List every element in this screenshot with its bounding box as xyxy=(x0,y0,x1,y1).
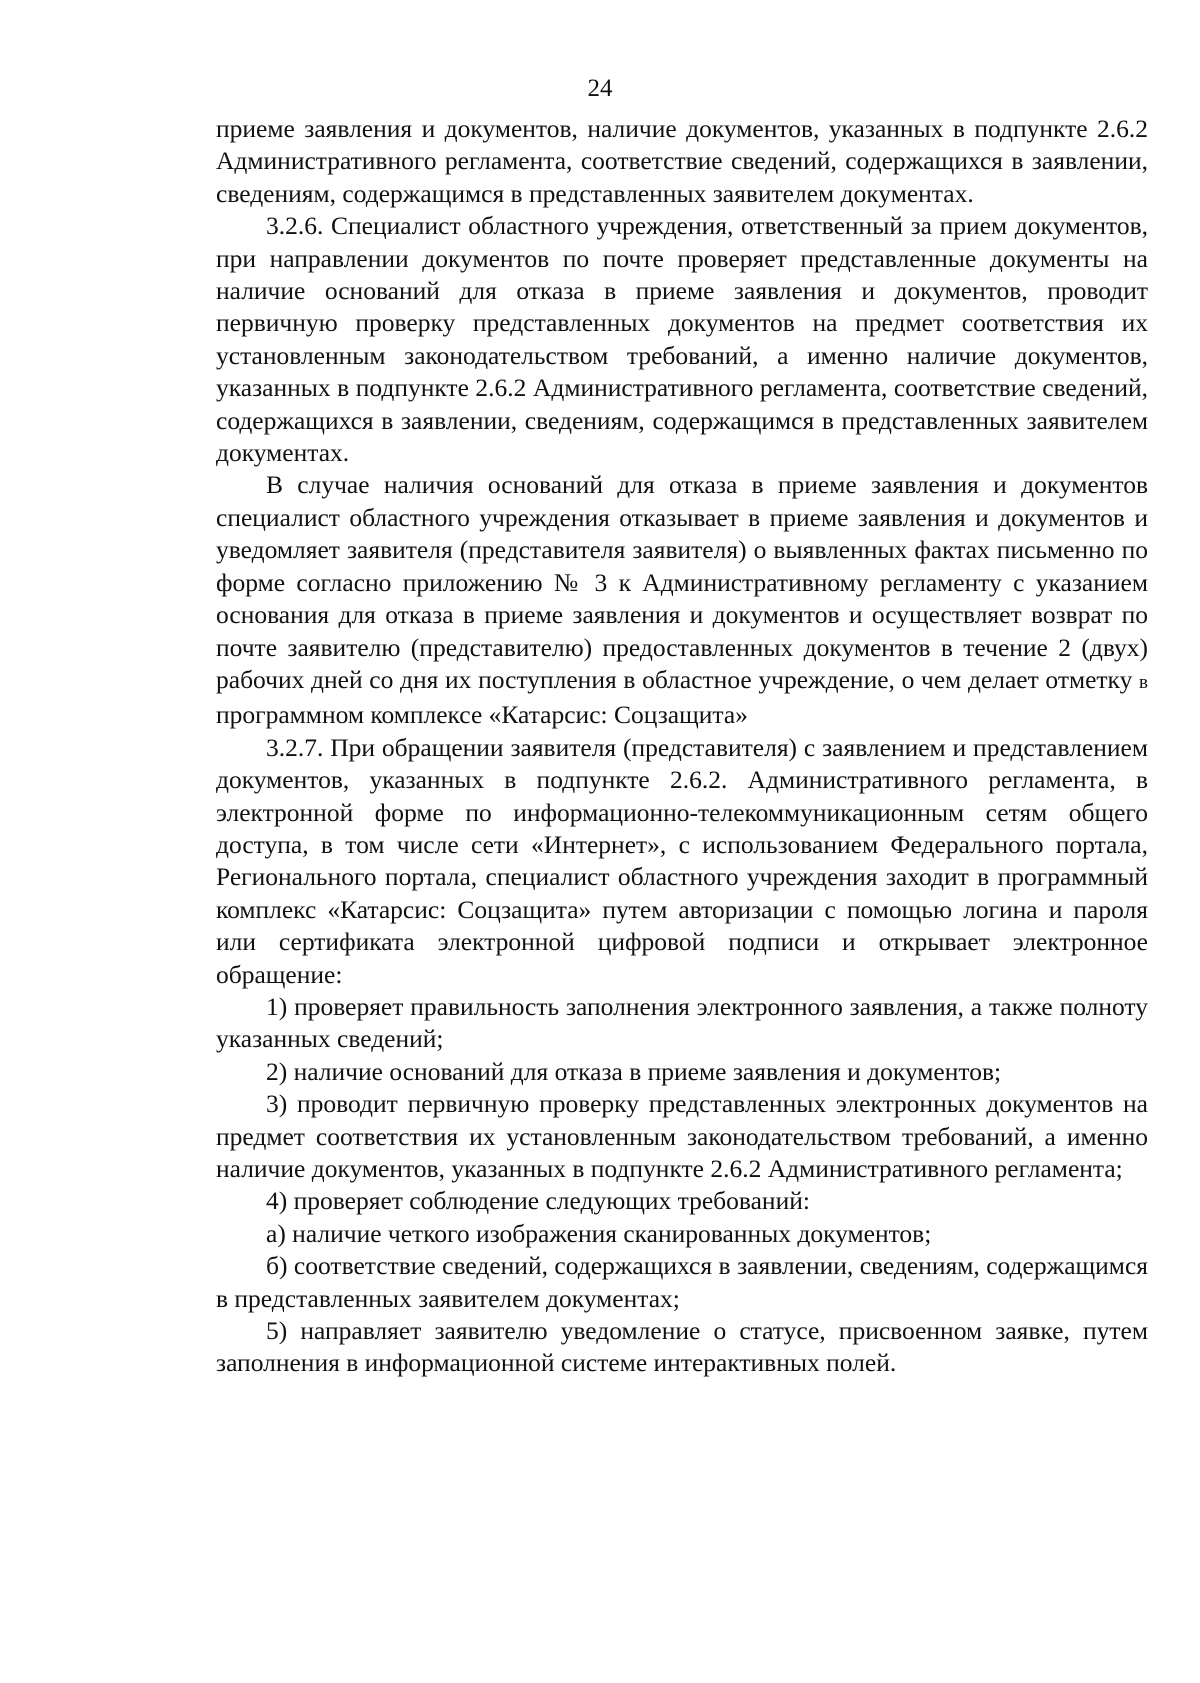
list-item-2: 2) наличие оснований для отказа в приеме заявления и документов; xyxy=(266,1056,1002,1086)
list-item-4: 4) проверяет соблюдение следующих требований: xyxy=(266,1186,810,1216)
paragraph-refusal-preposition: в xyxy=(1139,671,1148,693)
paragraph-continuation: приеме заявления и документов, наличие документов, указанных в подпункте 2.6.2 Административного регламента, соответствие сведений, содержащихся в заявлении, сведениям, содержащимся в представленных заявителем документах. xyxy=(216,114,1148,208)
list-item-5: 5) направляет заявителю уведомление о статусе, присвоенном заявке, путем заполнения в информационной системе интерактивных полей. xyxy=(216,1316,1148,1378)
list-item-1: 1) проверяет правильность заполнения электронного заявления, а также полноту указанных сведений; xyxy=(216,991,1148,1054)
page-number: 24 xyxy=(587,75,613,102)
paragraph-3-2-7: 3.2.7. При обращении заявителя (представителя) с заявлением и представлением документов, указанных в подпункте 2.6.2. Административного регламента, в электронной форме по информационно-телекоммуникационным сетям общего доступа, в том числе сети «Интернет», с использованием Федерального портала, Регионального портала, специалист областного учреждения заходит в программный комплекс «Катарсис: Соцзащита» путем авторизации с помощью логина и пароля или сертификата электронной цифровой подписи и открывает электронное обращение: xyxy=(216,732,1148,989)
list-subitem-a: а) наличие четкого изображения сканированных документов; xyxy=(266,1218,932,1248)
list-subitem-b: б) соответствие сведений, содержащихся в заявлении, сведениям, содержащимся в представленных заявителем документах; xyxy=(216,1251,1148,1313)
paragraph-refusal-case xyxy=(216,469,1148,731)
paragraph-3-2-6: 3.2.6. Специалист областного учреждения, ответственный за прием документов, при направлении документов по почте проверяет представленные документы на наличие оснований для отказа в приеме заявления и документов, проводит первичную проверку представленных документов на предмет соответствия их установленным законодательством требований, а именно наличие документов, указанных в подпункте 2.6.2 Административного регламента, соответствие сведений, содержащихся в заявлении, сведениям, содержащимся в представленных заявителем документах. xyxy=(216,211,1148,468)
list-item-3: 3) проводит первичную проверку представленных электронных документов на предмет соответствия их установленным законодательством требований, а именно наличие документов, указанных в подпункте 2.6.2 Административного регламента; xyxy=(216,1089,1148,1183)
document-body xyxy=(216,113,1148,1380)
paragraph-refusal-tail: программном комплексе «Катарсис: Соцзащита» xyxy=(216,700,748,730)
paragraph-refusal-text: В случае наличия оснований для отказа в приеме заявления и документов специалист областного учреждения отказывает в приеме заявления и документов и уведомляет заявителя (представителя заявителя) о выявленных фактах письменно по форме согласно приложению № 3 к Административному регламенту с указанием основания для отказа в приеме заявления и документов и осуществляет возврат по почте заявителю (представителю) предоставленных документов в течение 2 (двух) рабочих дней со дня их поступления в областное учреждение, о чем делает отметку xyxy=(216,470,1148,694)
